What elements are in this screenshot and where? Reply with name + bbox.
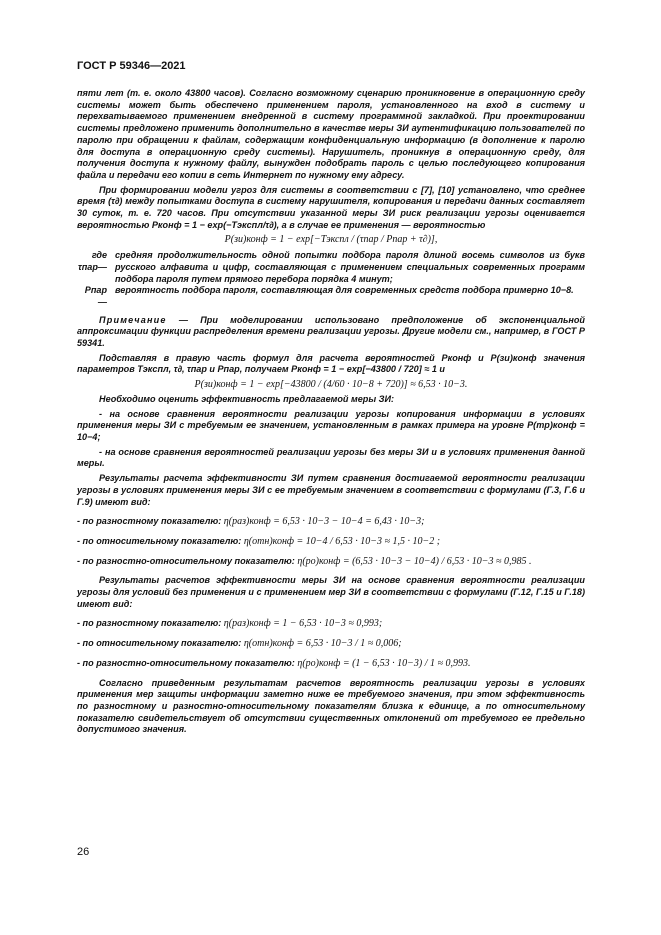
- result-formula: η(отн)конф = 6,53 · 10−3 / 1 ≈ 0,006;: [243, 638, 402, 650]
- paragraph: Результаты расчета эффективности ЗИ путем сравнения достигаемой вероятности реализации угрозы в условиях применения меры ЗИ с ее требуемым значением в соответствии с формулами (Г.3, Г.6 и Г.9) имеют вид:: [77, 473, 585, 507]
- page-body: [77, 88, 585, 739]
- paragraph: - на основе сравнения вероятностей реализации угрозы без меры ЗИ и в условиях применения данной меры.: [77, 446, 585, 469]
- definitions: [77, 250, 585, 309]
- page-number: 26: [77, 846, 90, 858]
- result-label: - по разностно-относительному показателю:: [77, 555, 295, 566]
- formula-probability-with-protection: P(зи)конф = 1 − exp[−Tэкспл / (τпар / Pпар + τ∂)],: [224, 234, 438, 246]
- result-label: - по разностно-относительному показателю:: [77, 657, 295, 668]
- definition-symbol: Pпар—: [84, 285, 107, 307]
- paragraph: Согласно приведенным результатам расчетов вероятность реализации угрозы в условиях применения мер защиты информации заметно ниже ее требуемого значения, при этом эффективность по разностному и разностно-относительному показателям близка к единице, а по относительному показателю свидетельствует об отсутствии существенных отклонений от требуемого ее предельно допустимого значения.: [77, 677, 585, 735]
- paragraph: При формировании модели угроз для системы в соответствии с [7], [10] установлено, что среднее время (τ∂) между попытками доступа в систему нарушителя, копирования и передачи данных составляет 30 суток, т. е. 720 часов. При отсутствии указанной меры ЗИ риск реализации угрозы оценивается вероятностью Pконф = 1 − exp(−Tэкспл/τ∂), а в случае ее применения — вероятностью: [77, 184, 585, 230]
- formula-probability-result: P(зи)конф = 1 − exp[−43800 / (4/60 · 10−8 + 720)] ≈ 6,53 · 10−3.: [194, 379, 468, 391]
- result-row: [77, 618, 585, 630]
- paragraph: Подставляя в правую часть формул для расчета вероятностей Pконф и P(зи)конф значения параметров Tэкспл, τ∂, τпар и Pпар, получаем Pконф = 1 − exp[−43800 / 720] ≈ 1 и: [77, 352, 585, 375]
- result-row: [77, 536, 585, 548]
- result-formula: η(раз)конф = 6,53 · 10−3 − 10−4 = 6,43 · 10−3;: [223, 516, 425, 528]
- result-label: - по разностному показателю:: [77, 618, 222, 629]
- paragraph: пяти лет (т. е. около 43800 часов). Согласно возможному сценарию проникновение в операционную среду системы может быть обеспечено применением пароля, установленного на вход в систему и перехватываемого применением внедренной в систему программной закладкой. При проектировании системы предложено применить дополнительно в качестве меры ЗИ аутентификацию пользователей по паролю при обращении к файлам, содержащим конфиденциальную информацию (в дополнение к паролю для доступа в операционную среду системы). Нарушитель, проникнув в операционную среду, для получения доступа к нужному файлу, вынужден подобрать пароль с целью последующего копирования файла и передачи его копии в сеть Интернет по нужному ему адресу.: [77, 88, 585, 180]
- result-row: [77, 638, 585, 650]
- paragraph: Результаты расчетов эффективности меры ЗИ на основе сравнения вероятности реализации угрозы для условий без применения и с применением мер ЗИ в соответствии с формулами (Г.12, Г.15 и Г.18) имеют вид:: [77, 575, 585, 609]
- result-formula: η(раз)конф = 1 − 6,53 · 10−3 ≈ 0,993;: [223, 618, 383, 630]
- result-label: - по разностному показателю:: [77, 516, 222, 527]
- result-formula: η(ро)конф = (1 − 6,53 · 10−3) / 1 ≈ 0,993.: [297, 657, 471, 669]
- result-label: - по относительному показателю:: [77, 638, 242, 649]
- result-row: [77, 556, 585, 568]
- result-row: [77, 516, 585, 528]
- definition-symbol: где τпар—: [78, 250, 107, 272]
- document-header: ГОСТ Р 59346—2021: [77, 60, 186, 72]
- result-row: [77, 658, 585, 670]
- note: [77, 315, 585, 350]
- note-label: Примечание: [99, 314, 167, 325]
- definition-text: вероятность подбора пароля, составляющая для современных средств подбора примерно 10−8.: [115, 285, 574, 296]
- note-text: — При моделировании использовано предположение об экспоненциальной аппроксимации функции распределения времени реализации угрозы. Другие модели см., например, в ГОСТ Р 59341.: [77, 314, 585, 349]
- definition-text: средняя продолжительность одной попытки подбора пароля длиной восемь символов из букв русского алфавита и цифр, составляющая с применением специальных современных программ подбора пароля путем прямого перебора порядка 4 минут;: [115, 250, 585, 284]
- paragraph: Необходимо оценить эффективность предлагаемой меры ЗИ:: [99, 393, 395, 404]
- result-formula: η(отн)конф = 10−4 / 6,53 · 10−3 ≈ 1,5 · 10−2 ;: [243, 535, 441, 547]
- result-label: - по относительному показателю:: [77, 535, 242, 546]
- result-formula: η(ро)конф = (6,53 · 10−3 − 10−4) / 6,53 · 10−3 ≈ 0,985 .: [297, 555, 532, 567]
- paragraph: - на основе сравнения вероятности реализации угрозы копирования информации в условиях применения меры ЗИ с требуемым ее значением, установленным в рамках примера на уровне P(тр)конф = 10−4;: [77, 408, 585, 442]
